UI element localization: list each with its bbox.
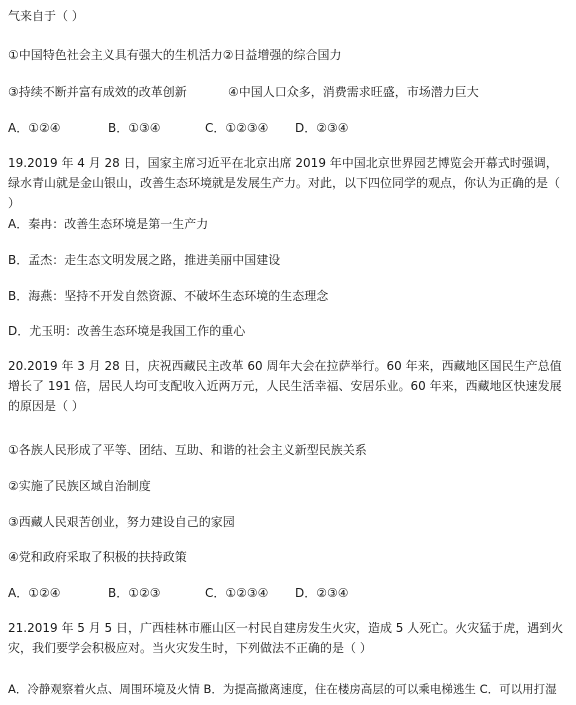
q19-option-d[interactable]: D．尤玉明：改善生态环境是我国工作的重心	[8, 324, 246, 338]
q21-options-line[interactable]: A．冷静观察着火点、周围环境及火情 B．为提高撤离速度，住在楼房高层的可以乘电梯逃生 C．可以用打湿	[8, 682, 557, 696]
q20-item-4: ④党和政府采取了积极的扶持政策	[8, 550, 187, 564]
q19-option-a[interactable]: A．秦冉：改善生态环境是第一生产力	[8, 217, 209, 231]
q20-choice-d[interactable]: D．②③④	[295, 586, 349, 600]
q20-stem: 20.2019 年 3 月 28 日，庆祝西藏民主改革 60 周年大会在拉萨举行。60 年来，西藏地区国民生产总值增长了 191 倍，居民人均可支配收入近两万元，人民生活幸福、安居乐业。60 年来，西藏地区快速发展的原因是（ ）	[8, 359, 562, 413]
q18-item-4: ④中国人口众多，消费需求旺盛，市场潜力巨大	[228, 85, 479, 99]
q20-choice-c[interactable]: C．①②③④	[205, 586, 269, 600]
q19-option-c[interactable]: B．海燕：坚持不开发自然资源、不破坏生态环境的生态理念	[8, 289, 329, 303]
q19-stem: 19.2019 年 4 月 28 日，国家主席习近平在北京出席 2019 年中国北京世界园艺博览会开幕式时强调，绿水青山就是金山银山，改善生态环境就是发展生产力。对此，以下四位同学的观点，你认为正确的是（ ）	[8, 156, 561, 210]
q18-item-1-2: ①中国特色社会主义具有强大的生机活力②日益增强的综合国力	[8, 48, 342, 62]
q18-choice-a[interactable]: A．①②④	[8, 121, 61, 135]
q18-choice-c[interactable]: C．①②③④	[205, 121, 269, 135]
q20-choice-a[interactable]: A．①②④	[8, 586, 61, 600]
q20-item-1: ①各族人民形成了平等、团结、互助、和谐的社会主义新型民族关系	[8, 443, 367, 457]
q18-item-3: ③持续不断并富有成效的改革创新	[8, 85, 187, 99]
q18-stem-end: 气来自于（ ）	[8, 9, 84, 23]
q21-stem: 21.2019 年 5 月 5 日，广西桂林市雁山区一村民自建房发生火灾，造成 5 人死亡。火灾猛于虎，遇到火灾，我们要学会积极应对。当火灾发生时，下列做法不正确的是（ ）	[8, 621, 564, 655]
q19-option-b[interactable]: B．孟杰：走生态文明发展之路，推进美丽中国建设	[8, 253, 281, 267]
q20-item-2: ②实施了民族区域自治制度	[8, 479, 151, 493]
q20-choice-b[interactable]: B．①②③	[108, 586, 161, 600]
q20-choices	[8, 585, 568, 601]
q20-item-3: ③西藏人民艰苦创业，努力建设自己的家园	[8, 515, 235, 529]
q18-choice-b[interactable]: B．①③④	[108, 121, 161, 135]
q18-items-3-4	[8, 84, 568, 100]
q18-choice-d[interactable]: D．②③④	[295, 121, 349, 135]
q18-choices	[8, 120, 568, 136]
